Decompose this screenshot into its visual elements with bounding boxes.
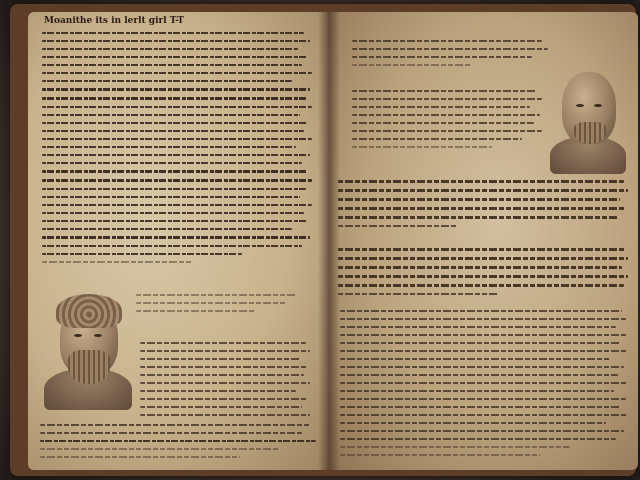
bust-illustration-left bbox=[42, 290, 134, 410]
book-gutter bbox=[318, 12, 340, 470]
left-caption-block bbox=[136, 294, 306, 318]
page-heading: Moanithe its in lerlt girl T-T bbox=[44, 16, 184, 26]
right-text-block-top bbox=[352, 90, 542, 154]
open-book bbox=[10, 4, 636, 476]
right-text-block-lower bbox=[338, 248, 628, 301]
left-page bbox=[28, 12, 328, 470]
right-text-block-middle bbox=[338, 180, 628, 233]
left-footnotes bbox=[40, 424, 316, 464]
left-text-block-top bbox=[42, 32, 312, 269]
right-text-block-bottom bbox=[340, 310, 628, 462]
right-page bbox=[328, 12, 638, 470]
left-text-block-bottom bbox=[140, 342, 310, 422]
right-intro-block bbox=[352, 40, 552, 72]
bust-illustration-right bbox=[546, 64, 630, 174]
